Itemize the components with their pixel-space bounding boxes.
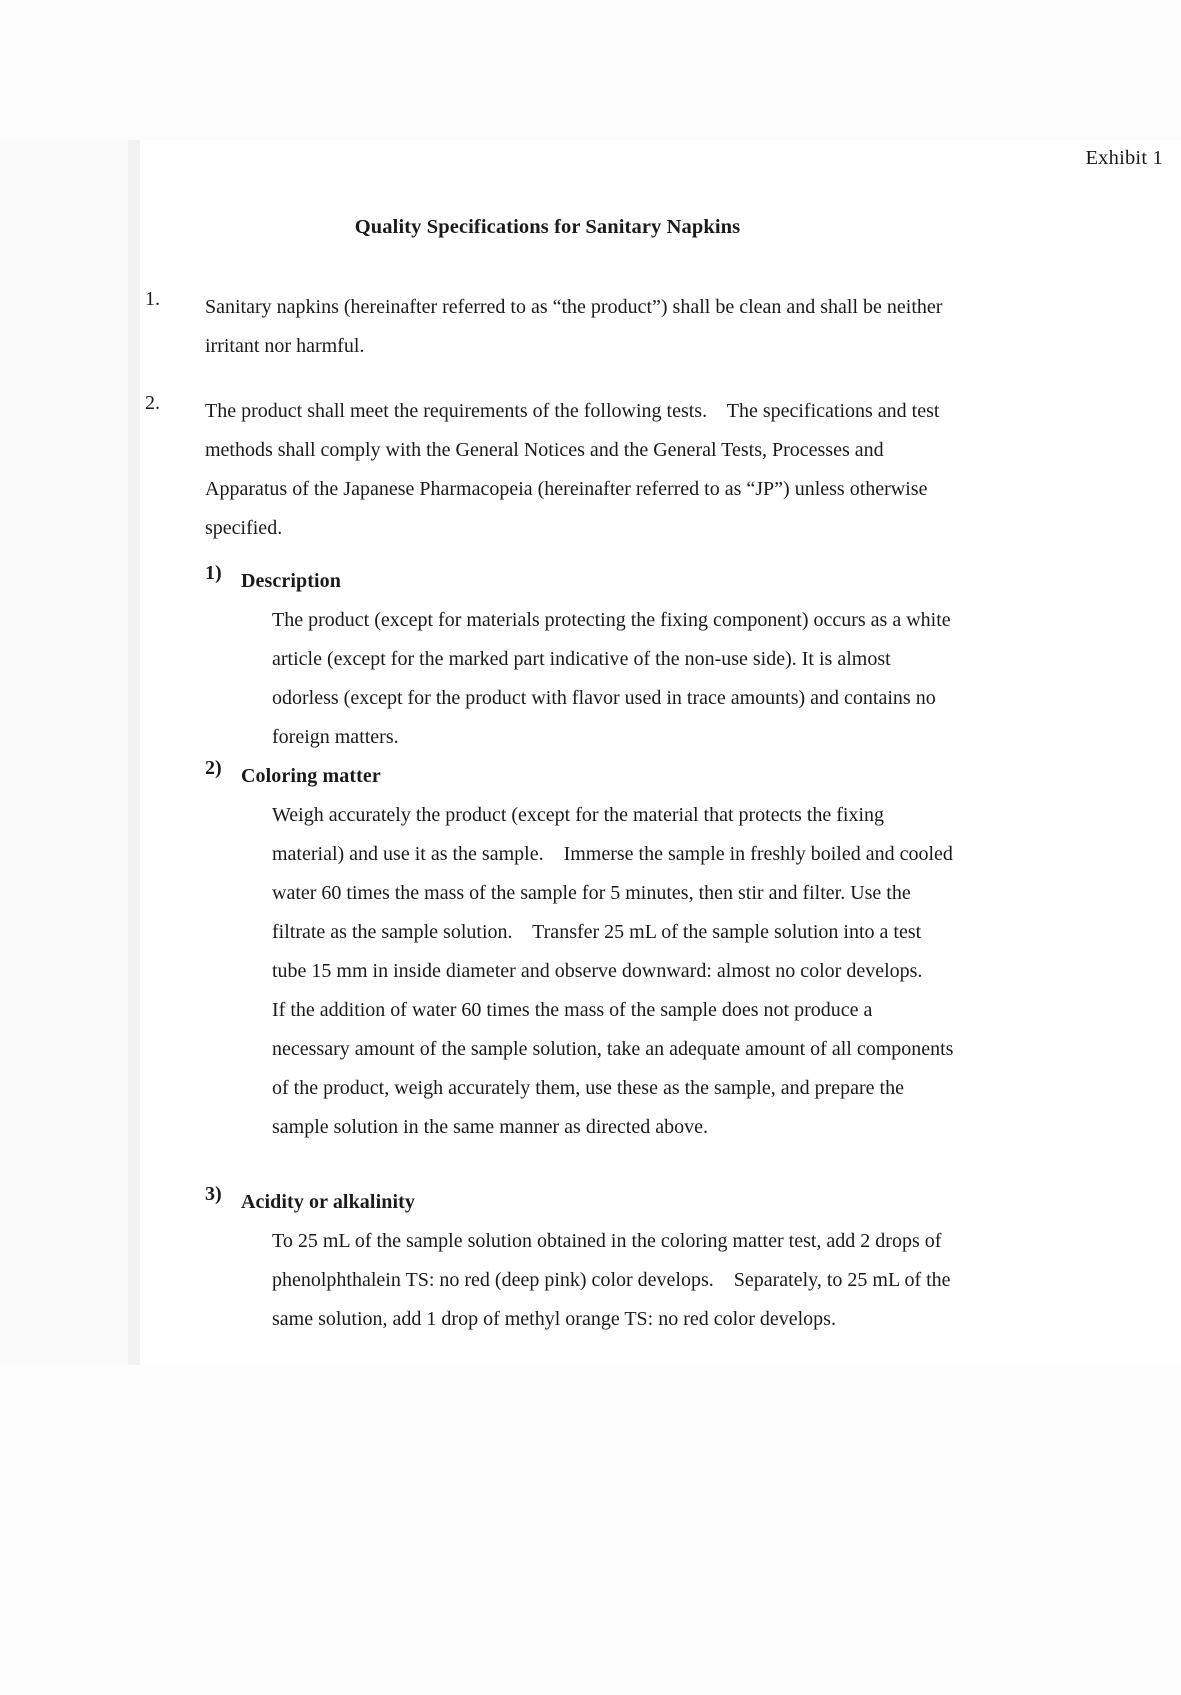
numbered-item-1-marker: 1. [145, 288, 160, 310]
subitem-coloring-matter-heading: Coloring matter [241, 765, 381, 787]
subitem-acidity-alkalinity-paragraph-1: To 25 mL of the sample solution obtained in the coloring matter test, add 2 drops of phenolphthalein TS: no red (deep pink) color develops. Separately, to 25 mL of the same solution, add 1 drop of methyl orange TS: no red color develops. [272, 1230, 956, 1330]
numbered-item-2-marker: 2. [145, 392, 160, 414]
document-content [140, 140, 1181, 1365]
subitem-coloring-matter-marker: 2) [205, 757, 222, 779]
subitem-acidity-alkalinity-marker: 3) [205, 1183, 222, 1205]
subitem-description [205, 562, 955, 757]
page-title: Quality Specifications for Sanitary Napkins [354, 216, 741, 238]
document-body [140, 288, 959, 1365]
numbered-item-2-text: The product shall meet the requirements of the following tests. The specifications and test methods shall comply with the General Notices and the General Tests, Processes and Apparatus of the Japanese Pharmacopeia (hereinafter referred to as “JP”) unless otherwise specified. [205, 400, 945, 539]
subitem-coloring-matter-paragraph-1: Weigh accurately the product (except for the material that protects the fixing material) and use it as the sample. Immerse the sample in freshly boiled and cooled water 60 times the mass of the sample for 5 minutes, then stir and filter. Use the filtrate as the sample solution. Transfer 25 mL of the sample solution into a test tube 15 mm in inside diameter and observe downward: almost no color develops. [272, 804, 958, 982]
scan-top-margin [0, 0, 1181, 140]
subitem-list [205, 562, 959, 1339]
subitem-acidity-alkalinity-heading: Acidity or alkalinity [241, 1191, 415, 1213]
scan-bottom-margin [0, 1365, 1181, 1695]
subitem-description-marker: 1) [205, 562, 222, 584]
exhibit-label: Exhibit 1 [1085, 147, 1163, 169]
subitem-description-heading: Description [241, 570, 341, 592]
numbered-item-1 [140, 288, 955, 366]
numbered-item-2 [140, 392, 959, 1339]
numbered-item-1-text: Sanitary napkins (hereinafter referred to as “the product”) shall be clean and shall be neither irritant nor harmful. [205, 296, 948, 357]
subitem-coloring-matter-paragraph-2: If the addition of water 60 times the mass of the sample does not produce a necessary amount of the sample solution, take an adequate amount of all components of the product, weigh accurately them, use these as the sample, and prepare the sample solution in the same manner as directed above. [272, 999, 959, 1138]
subitem-acidity-alkalinity [205, 1183, 955, 1339]
subitem-coloring-matter [205, 757, 959, 1147]
subitem-description-paragraph-1: The product (except for materials protecting the fixing component) occurs as a white article (except for the marked part indicative of the non-use side). It is almost odorless (except for the product with flavor used in trace amounts) and contains no foreign matters. [272, 609, 956, 748]
